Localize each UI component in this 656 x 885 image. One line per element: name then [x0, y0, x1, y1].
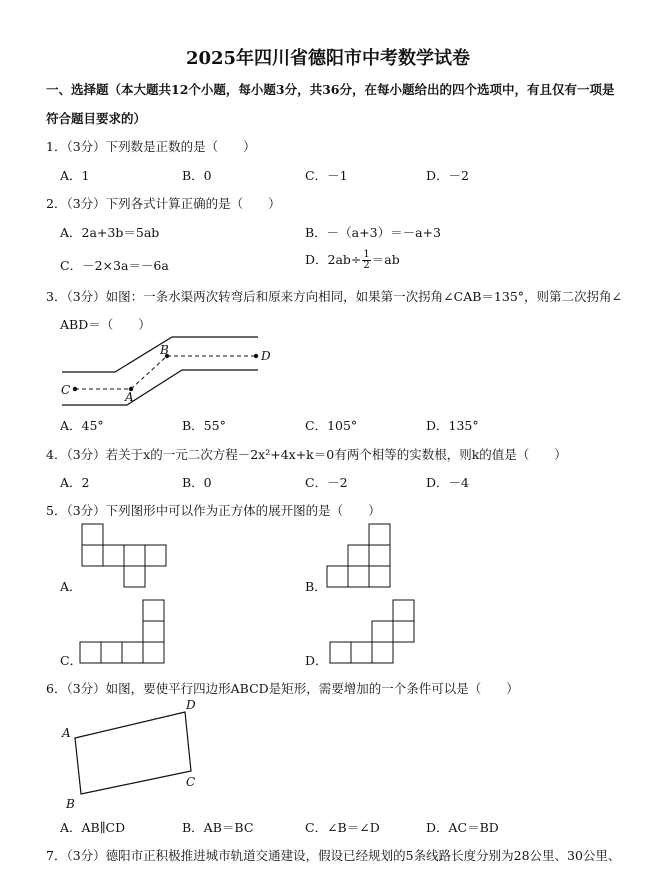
- q6-option-b[interactable]: B．AB＝BC: [182, 820, 254, 835]
- q4-option-c[interactable]: C．－2: [305, 475, 348, 490]
- q1-option-c[interactable]: C．－1: [305, 168, 348, 183]
- q2-option-d-suffix: ＝ab: [371, 252, 400, 267]
- label-d: D: [186, 698, 196, 712]
- q3-option-a[interactable]: A．45°: [60, 418, 104, 433]
- section-heading-line1: 一、选择题（本大题共12个小题，每小题3分，共36分，在每小题给出的四个选项中，有且仅有一项是: [46, 82, 615, 97]
- q1-option-b[interactable]: B．0: [182, 168, 212, 183]
- q2-option-d-prefix: D．2ab÷: [305, 252, 362, 267]
- q2-option-c[interactable]: C．－2×3a＝－6a: [60, 258, 169, 273]
- question-3-stem-line2: ABD＝（ ）: [60, 317, 151, 332]
- label-b: B: [66, 797, 75, 811]
- q5-option-a[interactable]: A．: [60, 579, 82, 594]
- q6-option-d[interactable]: D．AC＝BD: [426, 820, 499, 835]
- label-a: A: [125, 390, 134, 404]
- label-c: C: [186, 775, 196, 789]
- q2-option-a[interactable]: A．2a+3b＝5ab: [60, 225, 160, 240]
- fraction-denominator: 2: [363, 260, 370, 271]
- q5-option-c[interactable]: C．: [60, 653, 83, 668]
- q6-option-a[interactable]: A．AB∥CD: [60, 820, 126, 835]
- section-heading-line2: 符合题目要求的）: [46, 111, 147, 126]
- label-d: D: [261, 349, 271, 363]
- question-1-stem: 1．（3分）下列数是正数的是（ ）: [46, 139, 256, 154]
- q2-option-b[interactable]: B．－（a+3）＝－a+3: [305, 225, 441, 240]
- quad-abcd: [75, 712, 191, 794]
- question-3-stem-line1: 3．（3分）如图：一条水渠两次转弯后和原来方向相同，如果第一次拐角∠CAB＝135°，则第二次拐角∠: [46, 289, 622, 304]
- label-b: B: [160, 343, 169, 357]
- q6-option-c[interactable]: C．∠B＝∠D: [305, 820, 380, 835]
- label-a: A: [62, 726, 71, 740]
- q3-option-c[interactable]: C．105°: [305, 418, 358, 433]
- q3-option-d[interactable]: D．135°: [426, 418, 479, 433]
- question-2-stem: 2．（3分）下列各式计算正确的是（ ）: [46, 196, 281, 211]
- page-title: 2025年四川省德阳市中考数学试卷: [185, 48, 471, 69]
- q5-option-d[interactable]: D．: [305, 653, 328, 668]
- q4-option-a[interactable]: A．2: [60, 475, 90, 490]
- question-7-stem: 7．（3分）德阳市正积极推进城市轨道交通建设，假设已经规划的5条线路长度分别为28公里、30公里、: [46, 848, 621, 863]
- question-5-stem: 5．（3分）下列图形中可以作为正方体的展开图的是（ ）: [46, 503, 381, 518]
- q5-option-b[interactable]: B．: [305, 579, 327, 594]
- question-6-stem: 6．（3分）如图，要使平行四边形ABCD是矩形，需要增加的一个条件可以是（ ）: [46, 681, 519, 696]
- q4-option-d[interactable]: D．－4: [426, 475, 469, 490]
- q4-option-b[interactable]: B．0: [182, 475, 212, 490]
- q1-option-a[interactable]: A．1: [60, 168, 90, 183]
- q1-option-d[interactable]: D．－2: [426, 168, 469, 183]
- question-4-stem: 4．（3分）若关于x的一元二次方程－2x²+4x+k＝0有两个相等的实数根，则k的值是（ ）: [46, 447, 567, 462]
- q3-option-b[interactable]: B．55°: [182, 418, 226, 433]
- fraction-numerator: 1: [363, 249, 370, 260]
- label-c: C: [61, 383, 71, 397]
